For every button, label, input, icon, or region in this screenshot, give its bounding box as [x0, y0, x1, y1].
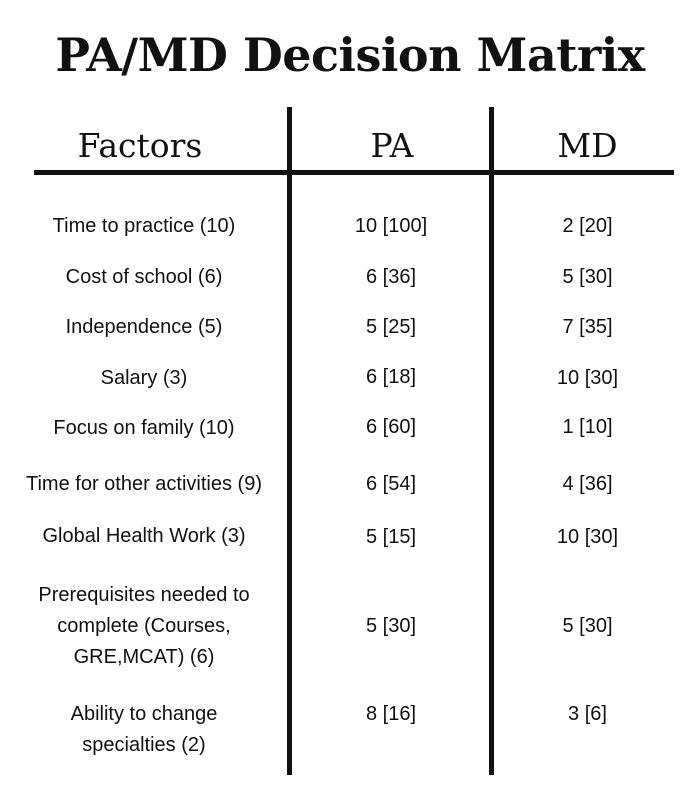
md-score-cell: 7 [35]: [562, 316, 613, 338]
pa-score-cell: 10 [100]: [354, 215, 428, 237]
page-title: PA/MD Decision Matrix: [55, 28, 645, 82]
pa-score-cell: 6 [60]: [365, 416, 417, 438]
column-divider-right: [489, 107, 494, 775]
md-score-cell: 2 [20]: [562, 215, 613, 237]
factor-cell: Salary (3): [100, 367, 188, 389]
factor-cell: Time for other activities (9): [26, 473, 262, 495]
pa-score-cell: 6 [36]: [365, 266, 417, 288]
md-score-cell: 1 [10]: [562, 416, 613, 438]
header-md: MD: [557, 126, 618, 165]
pa-score-cell: 8 [16]: [365, 703, 417, 725]
md-score-cell: 10 [30]: [556, 526, 619, 548]
md-score-cell: 3 [6]: [568, 703, 607, 725]
factor-cell: Global Health Work (3): [42, 525, 246, 547]
pa-score-cell: 5 [25]: [365, 316, 417, 338]
factor-line: Prerequisites needed to: [38, 584, 250, 606]
md-score-cell: 5 [30]: [562, 615, 613, 637]
factor-cell-multiline: [8, 699, 280, 761]
pa-score-cell: 5 [30]: [365, 615, 417, 637]
factor-line: Ability to change: [70, 703, 218, 725]
header-divider: [34, 170, 674, 175]
md-score-cell: 10 [30]: [556, 367, 619, 389]
factor-cell: Time to practice (10): [52, 215, 236, 237]
md-score-cell: 4 [36]: [562, 473, 613, 495]
column-divider-left: [287, 107, 292, 775]
factor-line: GRE,MCAT) (6): [73, 646, 215, 668]
factor-line: complete (Courses,: [57, 615, 231, 637]
pa-score-cell: 5 [15]: [365, 526, 417, 548]
factor-cell-multiline: [8, 580, 280, 673]
md-score-cell: 5 [30]: [562, 266, 613, 288]
factor-cell: Independence (5): [65, 316, 223, 338]
header-pa: PA: [370, 126, 414, 165]
factor-cell: Cost of school (6): [65, 266, 223, 288]
factor-line: specialties (2): [82, 734, 206, 756]
header-factors: Factors: [77, 126, 203, 165]
factor-cell: Focus on family (10): [53, 417, 235, 439]
pa-score-cell: 6 [54]: [365, 473, 417, 495]
pa-score-cell: 6 [18]: [365, 366, 417, 388]
